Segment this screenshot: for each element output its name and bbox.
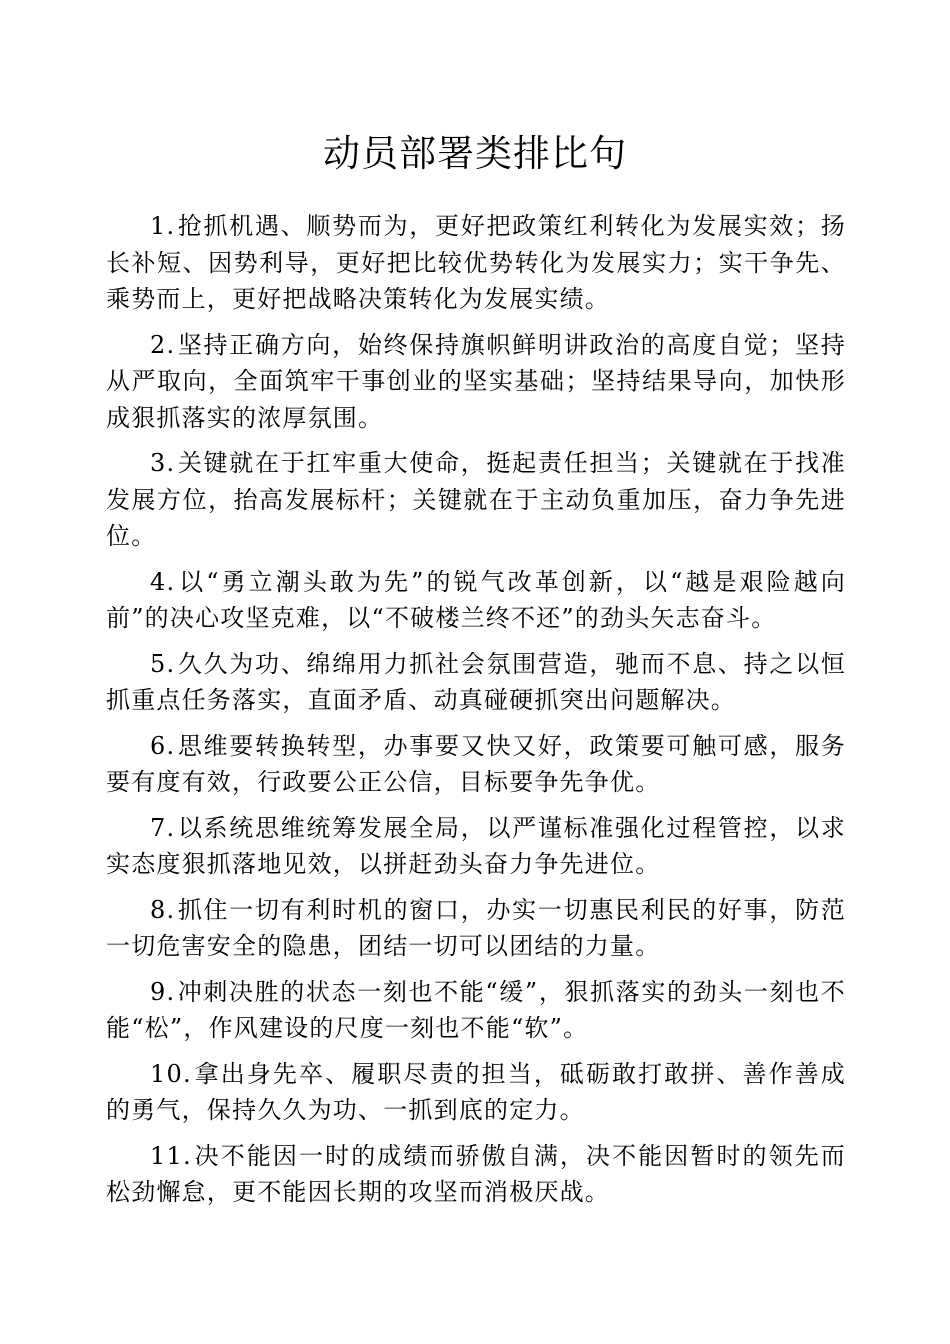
paragraph-text: 以“勇立潮头敢为先”的锐气改革创新，以“越是艰险越向前”的决心攻坚克难，以“不破楼兰终不还”的劲头矢志奋斗。	[106, 567, 846, 632]
paragraph-number: 3.	[150, 449, 176, 477]
paragraph-text: 抢抓机遇、顺势而为，更好把政策红利转化为发展实效；扬长补短、因势利导，更好把比较优势转化为发展实力；实干争先、乘势而上，更好把战略决策转化为发展实绩。	[106, 212, 846, 313]
paragraph-1	[106, 208, 846, 318]
paragraph-text: 关键就在于扛牢重大使命，挺起责任担当；关键就在于找准发展方位，抬高发展标杆；关键就在于主动负重加压，奋力争先进位。	[106, 449, 846, 550]
paragraph-8	[106, 892, 846, 965]
paragraph-text: 以系统思维统筹发展全局，以严谨标准强化过程管控，以求实态度狠抓落地见效，以拼赶劲头奋力争先进位。	[106, 813, 846, 878]
paragraph-6	[106, 728, 846, 801]
paragraph-text: 思维要转换转型，办事要又快又好，政策要可触可感，服务要有度有效，行政要公正公信，目标要争先争优。	[106, 731, 846, 796]
paragraph-number: 7.	[150, 813, 176, 842]
paragraph-number: 5.	[150, 649, 176, 678]
paragraph-text: 久久为功、绵绵用力抓社会氛围营造，驰而不息、持之以恒抓重点任务落实，直面矛盾、动真碰硬抓突出问题解决。	[106, 649, 846, 714]
paragraph-7	[106, 810, 846, 883]
paragraph-11	[106, 1138, 846, 1211]
paragraph-number: 2.	[150, 330, 176, 359]
paragraph-number: 10.	[150, 1059, 192, 1088]
paragraph-number: 1.	[150, 212, 176, 240]
paragraph-text: 坚持正确方向，始终保持旗帜鲜明讲政治的高度自觉；坚持从严取向，全面筑牢干事创业的坚实基础；坚持结果导向，加快形成狠抓落实的浓厚氛围。	[106, 330, 846, 432]
paragraph-number: 11.	[150, 1141, 192, 1170]
paragraph-number: 6.	[150, 731, 176, 760]
paragraph-text: 决不能因一时的成绩而骄傲自满，决不能因暂时的领先而松劲懈怠，更不能因长期的攻坚而消极厌战。	[106, 1141, 846, 1206]
paragraph-4	[106, 564, 846, 637]
paragraph-5	[106, 646, 846, 719]
page-title: 动员部署类排比句	[323, 132, 627, 175]
paragraph-text: 冲刺决胜的状态一刻也不能“缓”，狠抓落实的劲头一刻也不能“松”，作风建设的尺度一刻也不能“软”。	[106, 977, 846, 1042]
paragraph-text: 抓住一切有利时机的窗口，办实一切惠民利民的好事，防范一切危害安全的隐患，团结一切可以团结的力量。	[106, 895, 846, 960]
paragraph-number: 9.	[150, 977, 176, 1006]
paragraph-2	[106, 327, 846, 437]
paragraph-10	[106, 1056, 846, 1129]
paragraph-number: 8.	[150, 895, 176, 924]
document-body	[106, 208, 846, 1220]
paragraph-text: 拿出身先卒、履职尽责的担当，砥砺敢打敢拼、善作善成的勇气，保持久久为功、一抓到底的定力。	[106, 1059, 846, 1124]
paragraph-3	[106, 445, 846, 555]
paragraph-number: 4.	[150, 567, 176, 596]
paragraph-9	[106, 974, 846, 1047]
